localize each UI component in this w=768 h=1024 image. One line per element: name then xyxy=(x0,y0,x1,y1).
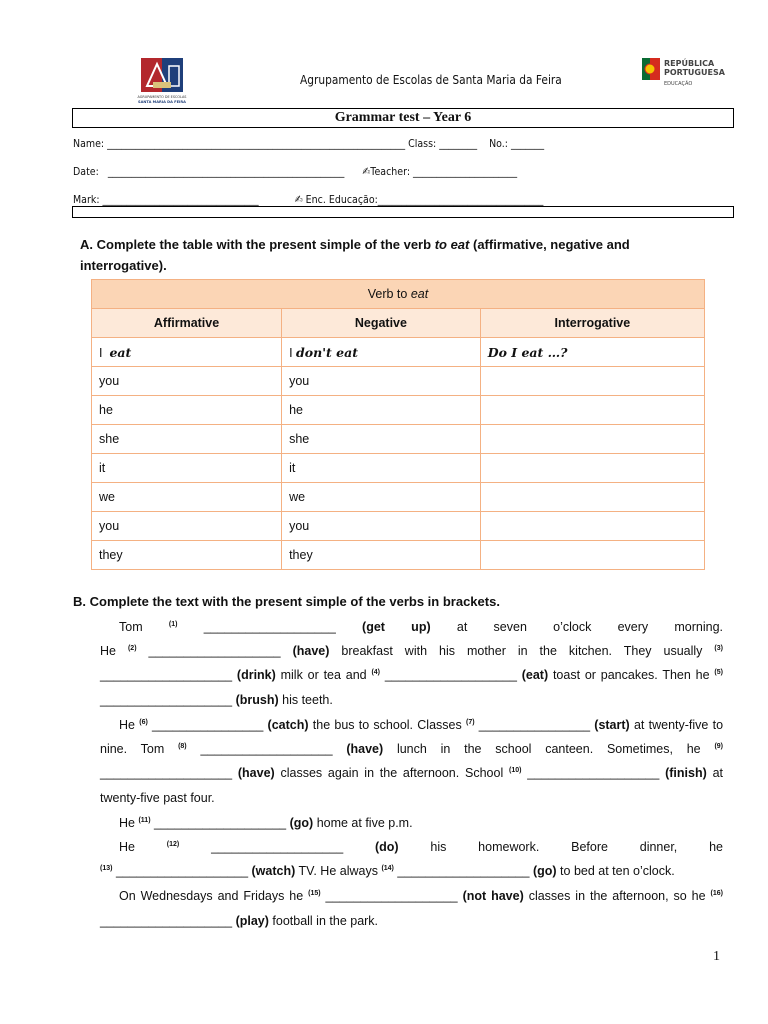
answer: eat xyxy=(109,344,132,360)
pronoun: she xyxy=(99,432,120,446)
text: He xyxy=(100,644,116,658)
text-line xyxy=(119,718,723,732)
gap-number: (9) xyxy=(714,742,723,750)
pronoun: I xyxy=(289,345,293,360)
gap-blank[interactable]: ___________________ xyxy=(384,668,517,682)
number-label: No.: xyxy=(489,137,508,150)
enc-field[interactable]: ___________________________________ xyxy=(377,193,544,206)
interrogative-cell[interactable] xyxy=(480,454,704,483)
affirmative-cell[interactable] xyxy=(92,483,282,512)
table-row xyxy=(92,483,705,512)
interrogative-cell[interactable] xyxy=(480,541,704,570)
gap-number: (1) xyxy=(168,620,178,628)
col-interrogative: Interrogative xyxy=(480,309,704,338)
text: football in the park. xyxy=(272,914,379,928)
text: at twenty-five to xyxy=(633,718,724,732)
pronoun: it xyxy=(289,461,296,475)
pen-icon: ✍ xyxy=(362,165,371,178)
table-row xyxy=(92,338,705,367)
text-line xyxy=(100,766,723,780)
date-label: Date: xyxy=(73,165,99,178)
teacher-field[interactable]: ______________________ xyxy=(413,165,518,178)
affirmative-cell[interactable] xyxy=(92,541,282,570)
pronoun: you xyxy=(99,374,120,388)
gap-number: (5) xyxy=(714,668,723,676)
negative-cell[interactable] xyxy=(282,425,481,454)
teacher-label: Teacher: xyxy=(370,165,411,178)
name-label: Name: xyxy=(73,137,105,150)
table-title xyxy=(92,280,705,309)
interrogative-cell[interactable] xyxy=(480,425,704,454)
republic-logo xyxy=(640,56,730,92)
affirmative-cell[interactable] xyxy=(92,338,282,367)
section-a-heading-text: A. Complete the table with the present simple of the verb xyxy=(80,237,432,252)
text-line xyxy=(100,864,723,878)
interrogative-cell[interactable] xyxy=(480,512,704,541)
gap-blank[interactable]: ___________________ xyxy=(527,766,660,780)
gap-blank[interactable]: ___________________ xyxy=(100,693,233,707)
gap-blank[interactable]: ________________ xyxy=(478,718,591,732)
verb-hint: (have) xyxy=(292,644,330,658)
gap-number: (2) xyxy=(127,644,137,652)
school-name: Agrupamento de Escolas de Santa Maria da Feira xyxy=(300,72,562,87)
affirmative-cell[interactable] xyxy=(92,367,282,396)
pronoun: we xyxy=(289,490,306,504)
affirmative-cell[interactable] xyxy=(92,396,282,425)
number-field[interactable]: _______ xyxy=(510,137,545,150)
gap-blank[interactable]: ___________________ xyxy=(325,889,458,903)
table-title-row xyxy=(92,280,705,309)
verb-hint: (have) xyxy=(237,766,275,780)
pronoun: I xyxy=(99,345,103,360)
negative-cell[interactable] xyxy=(282,396,481,425)
negative-cell[interactable] xyxy=(282,541,481,570)
form-line-mark xyxy=(73,193,543,206)
col-negative: Negative xyxy=(282,309,481,338)
text: toast or pancakes. Then he xyxy=(552,668,710,682)
gap-blank[interactable]: ___________________ xyxy=(100,668,233,682)
text-line xyxy=(100,742,723,756)
verb-hint: (do) xyxy=(374,840,399,854)
gap-blank[interactable]: ___________________ xyxy=(211,840,344,854)
col-affirmative: Affirmative xyxy=(92,309,282,338)
pronoun: she xyxy=(289,432,310,446)
pronoun: it xyxy=(99,461,106,475)
gap-blank[interactable]: ___________________ xyxy=(203,620,336,634)
gap-number: (8) xyxy=(178,742,187,750)
republic-logo-line1: REPÚBLICA xyxy=(664,59,715,68)
affirmative-cell[interactable] xyxy=(92,512,282,541)
text-line xyxy=(100,791,723,805)
text: the bus to school. Classes xyxy=(312,718,462,732)
text-line xyxy=(100,914,723,928)
gap-number: (3) xyxy=(714,644,723,652)
divider-box xyxy=(72,206,734,218)
text: Tom xyxy=(119,620,143,634)
text: lunch in the school canteen. Sometimes, he xyxy=(396,742,701,756)
negative-cell[interactable] xyxy=(282,483,481,512)
table-title-verb: eat xyxy=(410,287,429,301)
negative-cell[interactable] xyxy=(282,512,481,541)
class-field[interactable]: ________ xyxy=(439,137,478,150)
text: at seven o’clock every morning. xyxy=(456,620,724,634)
verb-hint: (not have) xyxy=(462,889,524,903)
verb-hint: (go) xyxy=(532,864,557,878)
pronoun: you xyxy=(99,519,120,533)
interrogative-cell[interactable] xyxy=(480,367,704,396)
republic-logo-line3: EDUCAÇÃO xyxy=(664,81,693,87)
pronoun: he xyxy=(289,403,303,417)
pronoun: they xyxy=(289,548,313,562)
gap-number: (7) xyxy=(465,718,475,726)
svg-text:SANTA MARIA DA FEIRA: SANTA MARIA DA FEIRA xyxy=(138,100,186,104)
pronoun: you xyxy=(289,519,310,533)
gap-number: (10) xyxy=(509,766,522,774)
form-line-name xyxy=(73,137,544,150)
section-a-heading-verb: to eat xyxy=(434,237,470,252)
gap-blank[interactable]: ________________ xyxy=(152,718,264,732)
table-row xyxy=(92,367,705,396)
text: classes again in the afternoon. School xyxy=(280,766,504,780)
verb-hint: (catch) xyxy=(267,718,309,732)
negative-cell[interactable] xyxy=(282,454,481,483)
verb-table xyxy=(91,279,705,570)
gap-number: (13) xyxy=(100,864,113,872)
text: twenty-five past four. xyxy=(100,791,215,805)
text-line xyxy=(100,668,723,682)
text: his homework. Before dinner, he xyxy=(430,840,723,854)
verb-hint: (finish) xyxy=(665,766,707,780)
table-row xyxy=(92,396,705,425)
interrogative-cell[interactable] xyxy=(480,396,704,425)
verb-hint: (play) xyxy=(235,914,269,928)
name-field[interactable]: _______________________________________________________________ xyxy=(107,137,406,150)
section-a-heading xyxy=(80,234,700,276)
gap-number: (4) xyxy=(371,668,380,676)
gap-blank[interactable]: ___________________ xyxy=(397,864,530,878)
text: to bed at ten o’clock. xyxy=(560,864,675,878)
affirmative-cell[interactable] xyxy=(92,425,282,454)
text: classes in the afternoon, so he xyxy=(528,889,706,903)
table-row xyxy=(92,425,705,454)
verb-hint: (get up) xyxy=(362,620,431,634)
text-line xyxy=(119,620,723,634)
svg-text:AGRUPAMENTO DE ESCOLAS: AGRUPAMENTO DE ESCOLAS xyxy=(137,95,187,99)
text: milk or tea and xyxy=(280,668,367,682)
text-line xyxy=(119,889,723,903)
verb-hint: (start) xyxy=(594,718,630,732)
text: nine. Tom xyxy=(100,742,165,756)
gap-number: (12) xyxy=(166,840,180,848)
enc-label: Enc. Educação: xyxy=(305,193,378,206)
mark-field[interactable]: _________________________________ xyxy=(102,193,259,206)
interrogative-cell[interactable] xyxy=(480,483,704,512)
text-line xyxy=(100,644,723,658)
class-label: Class: xyxy=(408,137,437,150)
pronoun: he xyxy=(99,403,113,417)
text: On Wednesdays and Fridays he xyxy=(119,889,304,903)
verb-hint: (go) xyxy=(289,816,314,830)
negative-cell[interactable] xyxy=(282,338,481,367)
gap-number: (16) xyxy=(710,889,723,897)
text: at xyxy=(712,766,723,780)
form-line-date xyxy=(73,165,517,178)
mark-label: Mark: xyxy=(73,193,100,206)
gap-number: (15) xyxy=(308,889,321,897)
pen-icon: ✍ xyxy=(294,193,303,206)
republic-logo-line2: PORTUGUESA xyxy=(664,68,725,77)
page-number: 1 xyxy=(713,949,720,964)
text: breakfast with his mother in the kitchen. They usually xyxy=(341,644,703,658)
gap-blank[interactable]: ___________________ xyxy=(100,766,233,780)
table-row xyxy=(92,512,705,541)
section-a-heading-post: (affirmative, negative and interrogative). xyxy=(80,237,630,273)
gap-blank[interactable]: ___________________ xyxy=(148,644,281,658)
verb-hint: (eat) xyxy=(521,668,549,682)
verb-hint: (watch) xyxy=(251,864,296,878)
gap-blank[interactable]: ___________________ xyxy=(154,816,287,830)
text: He xyxy=(119,840,135,854)
date-field[interactable]: __________________________________________________ xyxy=(107,165,345,178)
section-b-heading: B. Complete the text with the present simple of the verbs in brackets. xyxy=(73,594,500,609)
text: his teeth. xyxy=(282,693,333,707)
text-line xyxy=(100,693,723,707)
answer: Do I eat …? xyxy=(487,344,568,360)
text-line xyxy=(119,840,723,854)
table-title-text: Verb to xyxy=(367,287,408,301)
test-title: Grammar test – Year 6 xyxy=(72,108,734,128)
gap-blank[interactable]: ___________________ xyxy=(115,864,249,878)
pronoun: they xyxy=(99,548,123,562)
school-logo xyxy=(131,56,193,104)
gap-blank[interactable]: ___________________ xyxy=(100,914,233,928)
pronoun: we xyxy=(99,490,115,504)
table-row xyxy=(92,454,705,483)
answer: don't eat xyxy=(296,344,358,360)
text: He xyxy=(119,718,135,732)
table-row xyxy=(92,541,705,570)
affirmative-cell[interactable] xyxy=(92,454,282,483)
verb-hint: (have) xyxy=(346,742,384,756)
interrogative-cell[interactable] xyxy=(480,338,704,367)
verb-hint: (brush) xyxy=(235,693,279,707)
text-line xyxy=(119,816,723,830)
pronoun: you xyxy=(289,374,310,388)
table-header-row xyxy=(92,309,705,338)
text: He xyxy=(119,816,135,830)
gap-number: (6) xyxy=(139,718,148,726)
gap-number: (14) xyxy=(381,864,394,872)
text: home at five p.m. xyxy=(316,816,413,830)
gap-blank[interactable]: ___________________ xyxy=(200,742,333,756)
verb-hint: (drink) xyxy=(236,668,276,682)
gap-number: (11) xyxy=(138,816,151,824)
text: TV. He always xyxy=(298,864,378,878)
negative-cell[interactable] xyxy=(282,367,481,396)
